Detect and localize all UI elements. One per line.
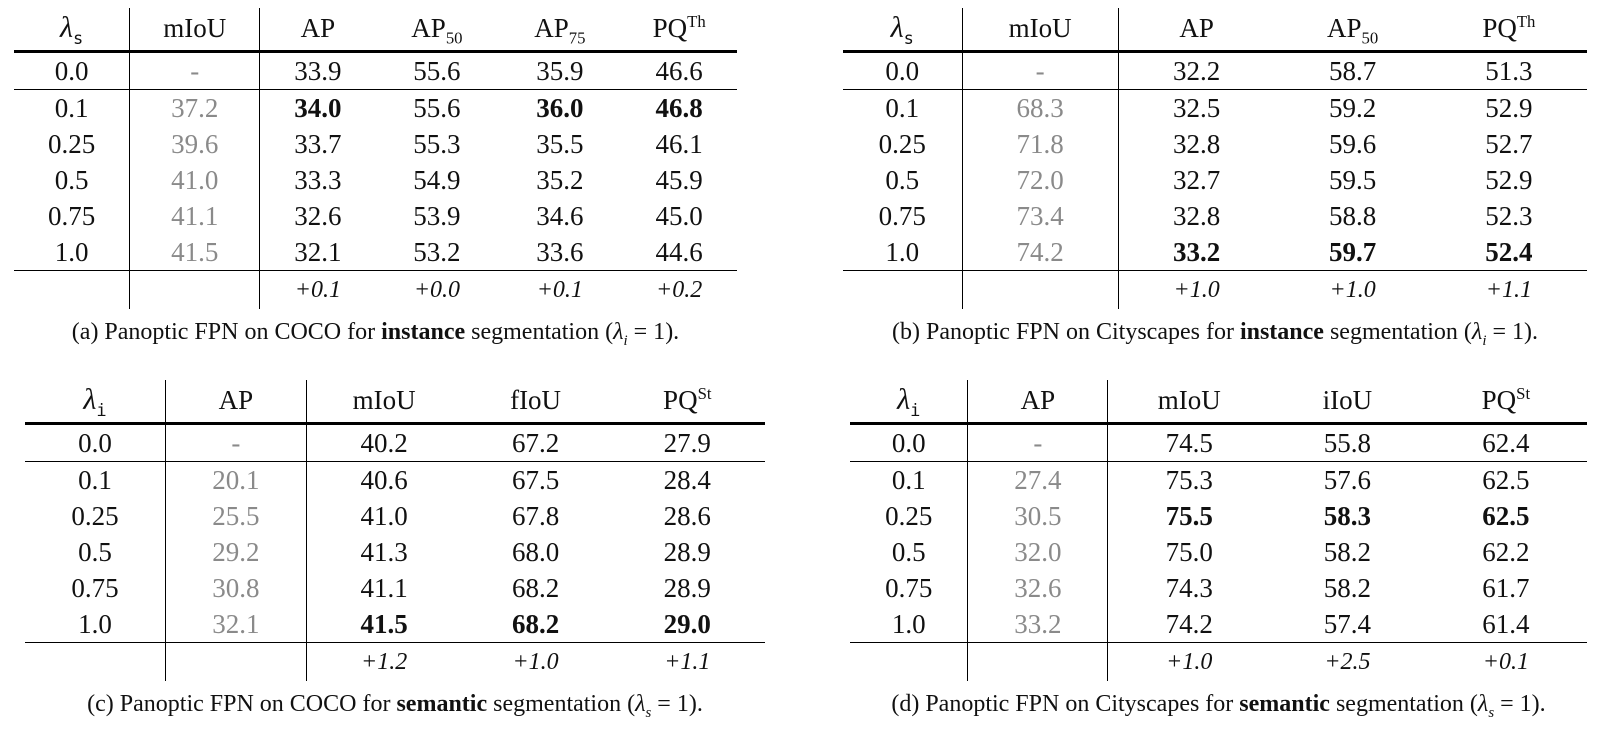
lambda-cell: 0.1 [843, 90, 962, 127]
table-cell: - [962, 52, 1118, 90]
lambda-cell: 1.0 [25, 606, 166, 643]
table-cell: 54.9 [413, 165, 461, 195]
lambda-cell: 0.75 [843, 198, 962, 234]
lambda-cell: 1.0 [843, 234, 962, 271]
table-cell: 55.8 [1270, 424, 1425, 462]
table-cell: 61.4 [1482, 609, 1530, 639]
table-panel-c [25, 380, 765, 721]
table-cell: 52.9 [1485, 93, 1533, 123]
table-cell: 28.9 [663, 573, 711, 603]
table-cell: 55.6 [413, 93, 461, 123]
table-row [843, 162, 1587, 198]
table-row [25, 606, 765, 643]
table-cell: 28.9 [663, 537, 711, 567]
table-row [850, 570, 1587, 606]
table-row [25, 498, 765, 534]
delta-cell [850, 643, 968, 682]
table-cell: 58.7 [1275, 52, 1431, 90]
table-cell: 28.4 [663, 465, 711, 495]
lambda-cell: 0.5 [25, 534, 166, 570]
col-header: $PQ^{Th}$ [1431, 8, 1587, 52]
col-header: $AP_{75}$ [498, 8, 621, 52]
table-panel-a [14, 8, 737, 349]
table-cell: 36.0 [536, 93, 584, 123]
table-cell: 74.2 [962, 234, 1118, 271]
delta-row [850, 643, 1587, 682]
table-cell: - [130, 52, 260, 90]
baseline-row [25, 424, 765, 462]
table-cell: 58.2 [1323, 573, 1372, 603]
table-cell: 40.2 [306, 424, 461, 462]
table-cell: 73.4 [962, 198, 1118, 234]
table-cell: 75.3 [1165, 465, 1213, 495]
table-cell: 52.3 [1485, 201, 1533, 231]
delta-cell: +0.0 [375, 271, 498, 310]
delta-cell [968, 643, 1108, 682]
table-cell: 30.8 [166, 570, 307, 606]
delta-cell: +0.1 [1425, 643, 1587, 682]
table-cell: 41.5 [360, 609, 408, 639]
table-cell: 32.5 [1173, 93, 1221, 123]
table-cell: 46.8 [655, 93, 703, 123]
col-header: mIoU [130, 8, 260, 52]
header-row [25, 380, 765, 424]
table-cell: 41.3 [360, 537, 408, 567]
results-table-d [850, 380, 1587, 681]
col-header: mIoU [962, 8, 1118, 52]
col-header: iIoU [1270, 380, 1425, 424]
delta-row [25, 643, 765, 682]
table-cell: 34.0 [294, 93, 342, 123]
delta-row [14, 271, 737, 310]
table-cell: 68.2 [511, 573, 560, 603]
table-cell: 75.0 [1165, 537, 1213, 567]
table-cell: 45.0 [655, 201, 703, 231]
table-row [850, 534, 1587, 570]
col-header: $PQ^{St}$ [610, 380, 765, 424]
table-cell: 53.9 [413, 201, 461, 231]
delta-cell: +1.1 [1431, 271, 1587, 310]
col-header: $PQ^{St}$ [1425, 380, 1587, 424]
table-cell: 58.8 [1328, 201, 1377, 231]
lambda-cell: 0.0 [25, 424, 166, 462]
delta-cell: +1.2 [306, 643, 461, 682]
col-header: $AP_{50}$ [1275, 8, 1431, 52]
table-cell: 41.5 [130, 234, 260, 271]
table-cell: - [968, 424, 1108, 462]
table-cell: 25.5 [166, 498, 307, 534]
table-cell: 74.3 [1165, 573, 1213, 603]
results-table-c [25, 380, 765, 681]
table-cell: 28.6 [663, 501, 711, 531]
table-cell: 41.0 [360, 501, 408, 531]
lambda-cell: 0.75 [25, 570, 166, 606]
table-cell: 32.8 [1173, 129, 1221, 159]
delta-cell [25, 643, 166, 682]
header-row [14, 8, 737, 52]
table-cell: 59.2 [1328, 93, 1377, 123]
delta-cell: +2.5 [1270, 643, 1425, 682]
delta-cell [14, 271, 130, 310]
table-cell: 68.0 [511, 537, 560, 567]
table-cell: 68.2 [511, 609, 560, 639]
table-cell: 41.0 [130, 162, 260, 198]
table-row [843, 126, 1587, 162]
table-cell: 35.9 [498, 52, 621, 90]
table-cell: 30.5 [968, 498, 1108, 534]
table-row [843, 90, 1587, 127]
lambda-cell: 0.75 [14, 198, 130, 234]
table-cell: 75.5 [1165, 501, 1213, 531]
lambda-cell: 0.0 [850, 424, 968, 462]
table-caption: (c) Panoptic FPN on COCO for semantic segmentation $(\lambda_s = 1)$. [87, 691, 703, 721]
table-row [14, 126, 737, 162]
lambda-cell: 0.75 [850, 570, 968, 606]
table-cell: 61.7 [1482, 573, 1530, 603]
table-row [14, 198, 737, 234]
lambda-cell: 0.25 [843, 126, 962, 162]
table-row [25, 534, 765, 570]
table-cell: 33.7 [294, 129, 342, 159]
table-panel-b [843, 8, 1587, 349]
table-cell: 34.6 [536, 201, 584, 231]
lambda-cell: 0.1 [25, 462, 166, 499]
table-cell: 62.5 [1482, 465, 1530, 495]
table-cell: 32.6 [294, 201, 342, 231]
table-cell: 59.5 [1328, 165, 1377, 195]
baseline-row [14, 52, 737, 90]
table-cell: 51.3 [1431, 52, 1587, 90]
table-row [14, 234, 737, 271]
lambda-cell: 0.1 [850, 462, 968, 499]
table-row [14, 90, 737, 127]
table-cell: 32.6 [968, 570, 1108, 606]
table-cell: 62.4 [1425, 424, 1587, 462]
table-cell: 58.2 [1323, 537, 1372, 567]
delta-row [843, 271, 1587, 310]
table-cell: 62.2 [1482, 537, 1530, 567]
lambda-cell: 0.25 [25, 498, 166, 534]
table-row [14, 162, 737, 198]
table-cell: 68.3 [962, 90, 1118, 127]
table-cell: 32.1 [294, 237, 342, 267]
table-cell: 29.0 [663, 609, 711, 639]
table-cell: 53.2 [413, 237, 461, 267]
delta-cell: +0.1 [260, 271, 376, 310]
table-cell: 27.4 [968, 462, 1108, 499]
lambda-cell: 0.0 [843, 52, 962, 90]
col-header: fIoU [462, 380, 610, 424]
table-cell: 55.6 [375, 52, 498, 90]
table-cell: 44.6 [655, 237, 703, 267]
col-header: mIoU [306, 380, 461, 424]
table-row [850, 462, 1587, 499]
table-cell: 32.0 [968, 534, 1108, 570]
lambda-cell: 0.5 [14, 162, 130, 198]
table-cell: - [166, 424, 307, 462]
delta-cell: +1.0 [1108, 643, 1270, 682]
lambda-header: $\lambda_s$ [843, 8, 962, 52]
table-row [25, 462, 765, 499]
table-cell: 62.5 [1482, 501, 1530, 531]
table-cell: 45.9 [655, 165, 703, 195]
table-cell: 46.1 [655, 129, 703, 159]
table-cell: 33.3 [294, 165, 342, 195]
table-row [843, 198, 1587, 234]
table-caption: (b) Panoptic FPN on Cityscapes for instance segmentation $(\lambda_i = 1)$. [891, 319, 1539, 349]
col-header: AP [260, 8, 376, 52]
table-cell: 27.9 [610, 424, 765, 462]
table-cell: 67.2 [462, 424, 610, 462]
delta-cell [130, 271, 260, 310]
table-cell: 74.5 [1108, 424, 1270, 462]
table-cell: 33.2 [1173, 237, 1221, 267]
table-row [850, 606, 1587, 643]
table-cell: 41.1 [130, 198, 260, 234]
lambda-cell: 0.5 [843, 162, 962, 198]
table-cell: 59.6 [1328, 129, 1377, 159]
header-row [843, 8, 1587, 52]
table-cell: 35.2 [536, 165, 584, 195]
table-cell: 59.7 [1328, 237, 1377, 267]
delta-cell: +1.1 [610, 643, 765, 682]
delta-cell [843, 271, 962, 310]
lambda-cell: 1.0 [850, 606, 968, 643]
table-row [25, 570, 765, 606]
table-cell: 55.3 [413, 129, 461, 159]
baseline-row [850, 424, 1587, 462]
col-header: $PQ^{Th}$ [621, 8, 737, 52]
table-cell: 52.4 [1485, 237, 1533, 267]
delta-cell: +1.0 [1275, 271, 1431, 310]
results-table-a [14, 8, 737, 309]
lambda-cell: 0.1 [14, 90, 130, 127]
col-header: $AP_{50}$ [375, 8, 498, 52]
lambda-cell: 0.0 [14, 52, 130, 90]
table-cell: 67.5 [511, 465, 560, 495]
col-header: AP [166, 380, 307, 424]
lambda-cell: 0.5 [850, 534, 968, 570]
delta-cell: +1.0 [1118, 271, 1274, 310]
table-cell: 33.6 [536, 237, 584, 267]
table-cell: 32.7 [1173, 165, 1221, 195]
table-caption: (a) Panoptic FPN on COCO for instance segmentation $(\lambda_i = 1)$. [71, 319, 680, 349]
lambda-cell: 0.25 [850, 498, 968, 534]
table-cell: 39.6 [130, 126, 260, 162]
table-cell: 57.4 [1323, 609, 1372, 639]
table-row [850, 498, 1587, 534]
table-cell: 33.2 [968, 606, 1108, 643]
delta-cell: +0.2 [621, 271, 737, 310]
lambda-cell: 0.25 [14, 126, 130, 162]
table-cell: 32.1 [166, 606, 307, 643]
table-cell: 40.6 [360, 465, 408, 495]
header-row [850, 380, 1587, 424]
delta-cell: +1.0 [462, 643, 610, 682]
delta-cell [166, 643, 307, 682]
table-cell: 37.2 [130, 90, 260, 127]
table-panel-d [850, 380, 1587, 721]
results-table-b [843, 8, 1587, 309]
table-cell: 52.9 [1485, 165, 1533, 195]
table-cell: 71.8 [962, 126, 1118, 162]
table-cell: 32.2 [1118, 52, 1274, 90]
table-cell: 52.7 [1485, 129, 1533, 159]
lambda-header: $\lambda_i$ [25, 380, 166, 424]
table-cell: 74.2 [1165, 609, 1213, 639]
table-cell: 20.1 [166, 462, 307, 499]
lambda-cell: 1.0 [14, 234, 130, 271]
lambda-header: $\lambda_i$ [850, 380, 968, 424]
table-row [843, 234, 1587, 271]
table-caption: (d) Panoptic FPN on Cityscapes for semantic segmentation $(\lambda_s = 1)$. [891, 691, 1546, 721]
table-cell: 32.8 [1173, 201, 1221, 231]
table-cell: 58.3 [1323, 501, 1372, 531]
baseline-row [843, 52, 1587, 90]
col-header: AP [968, 380, 1108, 424]
delta-cell: +0.1 [498, 271, 621, 310]
table-cell: 67.8 [511, 501, 560, 531]
table-cell: 72.0 [962, 162, 1118, 198]
col-header: mIoU [1108, 380, 1270, 424]
col-header: AP [1118, 8, 1274, 52]
table-cell: 46.6 [621, 52, 737, 90]
table-cell: 33.9 [260, 52, 376, 90]
table-cell: 41.1 [360, 573, 408, 603]
delta-cell [962, 271, 1118, 310]
table-cell: 57.6 [1323, 465, 1372, 495]
table-cell: 35.5 [536, 129, 584, 159]
lambda-header: $\lambda_s$ [14, 8, 130, 52]
table-cell: 29.2 [166, 534, 307, 570]
